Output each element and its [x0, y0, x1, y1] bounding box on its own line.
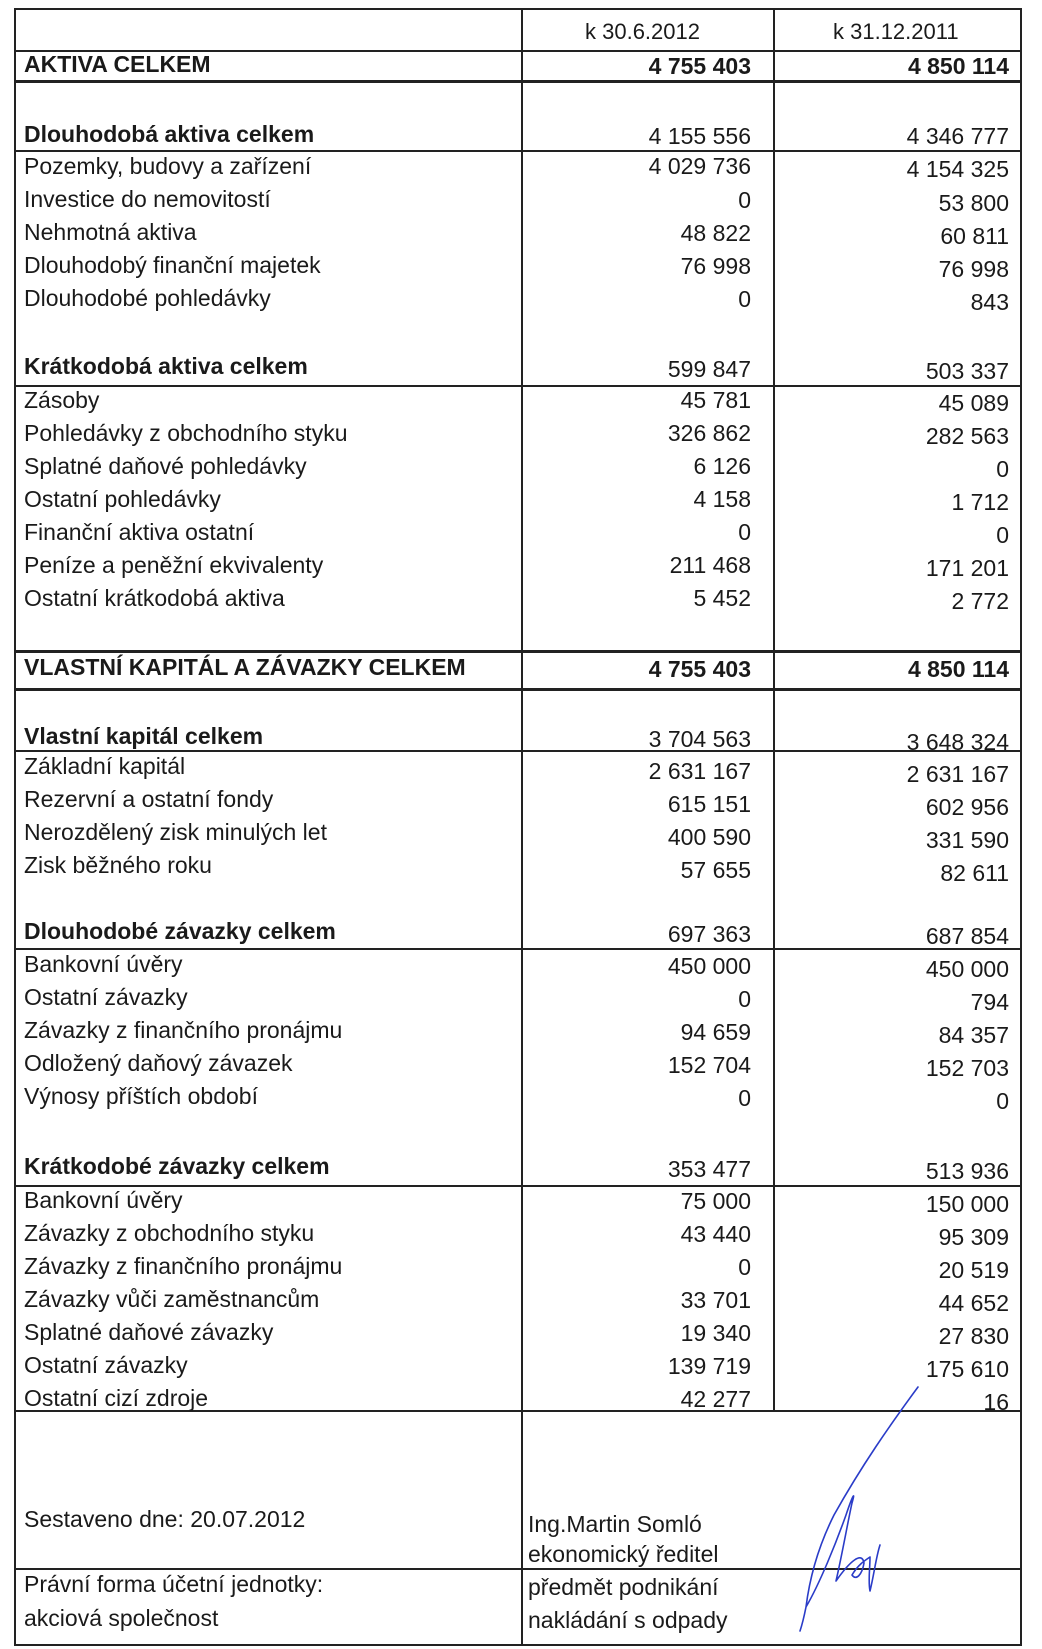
row-value-2011: 4 346 777 [906, 123, 1009, 149]
row-value-2011: 76 998 [938, 256, 1009, 282]
row-value-2012: 615 151 [667, 791, 751, 817]
row-value-2011: 150 000 [925, 1191, 1009, 1217]
row-label: Ostatní pohledávky [24, 486, 221, 512]
grid-line [14, 385, 1022, 387]
row-label: Nehmotná aktiva [24, 219, 197, 245]
grid-line [773, 8, 775, 1410]
row-label: Dlouhodobá aktiva celkem [24, 121, 315, 147]
row-label: Peníze a peněžní ekvivalenty [24, 552, 324, 578]
row-value-2012: 0 [738, 286, 751, 312]
row-value-2012: 94 659 [680, 1019, 751, 1045]
row-value-2012: 4 029 736 [648, 153, 751, 179]
row-value-2011: 450 000 [925, 956, 1009, 982]
row-value-2012: 19 340 [680, 1320, 751, 1346]
row-value-2012: 400 590 [667, 824, 751, 850]
row-label: Odložený daňový závazek [24, 1050, 293, 1076]
row-value-2011: 331 590 [925, 827, 1009, 853]
row-label: Finanční aktiva ostatní [24, 519, 255, 545]
grid-line [14, 8, 1022, 10]
row-value-2011: 1 712 [951, 489, 1009, 515]
row-value-2011: 687 854 [925, 923, 1009, 949]
row-value-2011: 513 936 [925, 1158, 1009, 1184]
row-label: Závazky z finančního pronájmu [24, 1253, 343, 1279]
row-label: Výnosy příštích období [24, 1083, 258, 1109]
row-value-2011: 2 631 167 [906, 761, 1009, 787]
row-label: Dlouhodobé závazky celkem [24, 918, 336, 944]
row-value-2012: 599 847 [667, 356, 751, 382]
row-value-2011: 0 [996, 522, 1009, 548]
row-label: Zisk běžného roku [24, 852, 212, 878]
row-value-2011: 152 703 [925, 1055, 1009, 1081]
row-value-2011: 282 563 [925, 423, 1009, 449]
grid-line [521, 8, 523, 1646]
row-value-2011: 0 [996, 1088, 1009, 1114]
row-value-2012: 42 277 [680, 1386, 751, 1412]
row-label: Ostatní závazky [24, 984, 188, 1010]
row-value-2011: 20 519 [938, 1257, 1009, 1283]
row-value-2012: 4 755 403 [648, 656, 751, 682]
legal-form-label: Právní forma účetní jednotky: [24, 1571, 324, 1597]
business-label: předmět podnikání [528, 1574, 719, 1600]
row-value-2012: 57 655 [680, 857, 751, 883]
compiled-date: Sestaveno dne: 20.07.2012 [24, 1506, 306, 1532]
grid-line [14, 8, 16, 1646]
row-value-2012: 211 468 [669, 552, 751, 578]
row-value-2011: 95 309 [938, 1224, 1009, 1250]
row-label: Nerozdělený zisk minulých let [24, 819, 327, 845]
row-value-2011: 84 357 [938, 1022, 1009, 1048]
handwritten-signature [790, 1385, 930, 1635]
row-value-2012: 4 155 556 [648, 123, 751, 149]
row-value-2012: 4 158 [693, 486, 751, 512]
row-label: Pohledávky z obchodního styku [24, 420, 348, 446]
grid-line [14, 1644, 1022, 1646]
row-value-2012: 48 822 [680, 220, 751, 246]
row-value-2012: 2 631 167 [648, 758, 751, 784]
row-value-2012: 45 781 [680, 387, 751, 413]
legal-form-value: akciová společnost [24, 1605, 219, 1631]
row-value-2011: 53 800 [938, 190, 1009, 216]
row-value-2011: 27 830 [938, 1323, 1009, 1349]
column-header-2012: k 30.6.2012 [585, 19, 700, 44]
row-label: Vlastní kapitál celkem [24, 723, 264, 749]
row-label: Rezervní a ostatní fondy [24, 786, 274, 812]
row-label: Ostatní cizí zdroje [24, 1385, 209, 1411]
row-value-2011: 4 850 114 [907, 53, 1009, 79]
row-value-2012: 43 440 [680, 1221, 751, 1247]
row-value-2012: 697 363 [667, 921, 751, 947]
grid-line [1020, 8, 1022, 1646]
row-label: Splatné daňové pohledávky [24, 453, 307, 479]
row-label: Základní kapitál [24, 753, 186, 779]
row-value-2012: 4 755 403 [648, 53, 751, 79]
row-label: Závazky z obchodního styku [24, 1220, 315, 1246]
row-label: Dlouhodobé pohledávky [24, 285, 271, 311]
row-value-2012: 0 [738, 1085, 751, 1111]
row-value-2011: 794 [970, 989, 1009, 1015]
row-value-2011: 171 201 [925, 555, 1009, 581]
row-label: Ostatní závazky [24, 1352, 188, 1378]
row-label: Bankovní úvěry [24, 1187, 183, 1213]
row-value-2011: 843 [970, 289, 1009, 315]
row-label: Pozemky, budovy a zařízení [24, 153, 312, 179]
row-label: Zásoby [24, 387, 100, 413]
row-value-2011: 16 [983, 1389, 1009, 1415]
row-value-2012: 75 000 [680, 1188, 751, 1214]
row-value-2011: 503 337 [925, 358, 1009, 384]
row-label: Ostatní krátkodobá aktiva [24, 585, 285, 611]
row-value-2011: 602 956 [925, 794, 1009, 820]
business-value: nakládání s odpady [528, 1607, 728, 1633]
row-value-2011: 82 611 [940, 860, 1009, 886]
row-value-2012: 76 998 [680, 253, 751, 279]
row-value-2012: 0 [738, 187, 751, 213]
row-value-2012: 5 452 [693, 585, 751, 611]
row-value-2012: 326 862 [667, 420, 751, 446]
row-value-2011: 2 772 [951, 588, 1009, 614]
signer-role: ekonomický ředitel [528, 1541, 719, 1567]
row-value-2011: 0 [996, 456, 1009, 482]
grid-line [14, 688, 1022, 691]
row-value-2012: 0 [738, 1254, 751, 1280]
row-value-2012: 0 [738, 986, 751, 1012]
row-value-2011: 45 089 [938, 390, 1009, 416]
row-label: Krátkodobá aktiva celkem [24, 353, 308, 379]
row-value-2012: 0 [738, 519, 751, 545]
column-header-2011: k 31.12.2011 [833, 19, 959, 44]
row-value-2011: 44 652 [938, 1290, 1009, 1316]
signature-stroke [800, 1387, 918, 1631]
row-value-2012: 353 477 [667, 1156, 751, 1182]
row-value-2012: 152 704 [667, 1052, 751, 1078]
row-label: AKTIVA CELKEM [24, 51, 211, 77]
row-label: Krátkodobé závazky celkem [24, 1153, 330, 1179]
row-value-2012: 3 704 563 [648, 726, 751, 752]
row-value-2012: 33 701 [680, 1287, 751, 1313]
row-value-2011: 3 648 324 [906, 729, 1009, 755]
row-label: Bankovní úvěry [24, 951, 183, 977]
row-value-2011: 4 850 114 [907, 656, 1009, 682]
row-value-2012: 139 719 [667, 1353, 751, 1379]
row-value-2011: 4 154 325 [906, 156, 1009, 182]
row-label: Dlouhodobý finanční majetek [24, 252, 321, 278]
row-value-2012: 450 000 [667, 953, 751, 979]
row-value-2012: 6 126 [693, 453, 751, 479]
grid-line [14, 80, 1022, 83]
row-label: Závazky z finančního pronájmu [24, 1017, 343, 1043]
row-label: VLASTNÍ KAPITÁL A ZÁVAZKY CELKEM [24, 654, 466, 680]
signer-name: Ing.Martin Somló [528, 1511, 702, 1537]
row-label: Splatné daňové závazky [24, 1319, 274, 1345]
row-value-2011: 175 610 [925, 1356, 1009, 1382]
row-label: Závazky vůči zaměstnancům [24, 1286, 320, 1312]
row-label: Investice do nemovitostí [24, 186, 271, 212]
row-value-2011: 60 811 [940, 223, 1009, 249]
